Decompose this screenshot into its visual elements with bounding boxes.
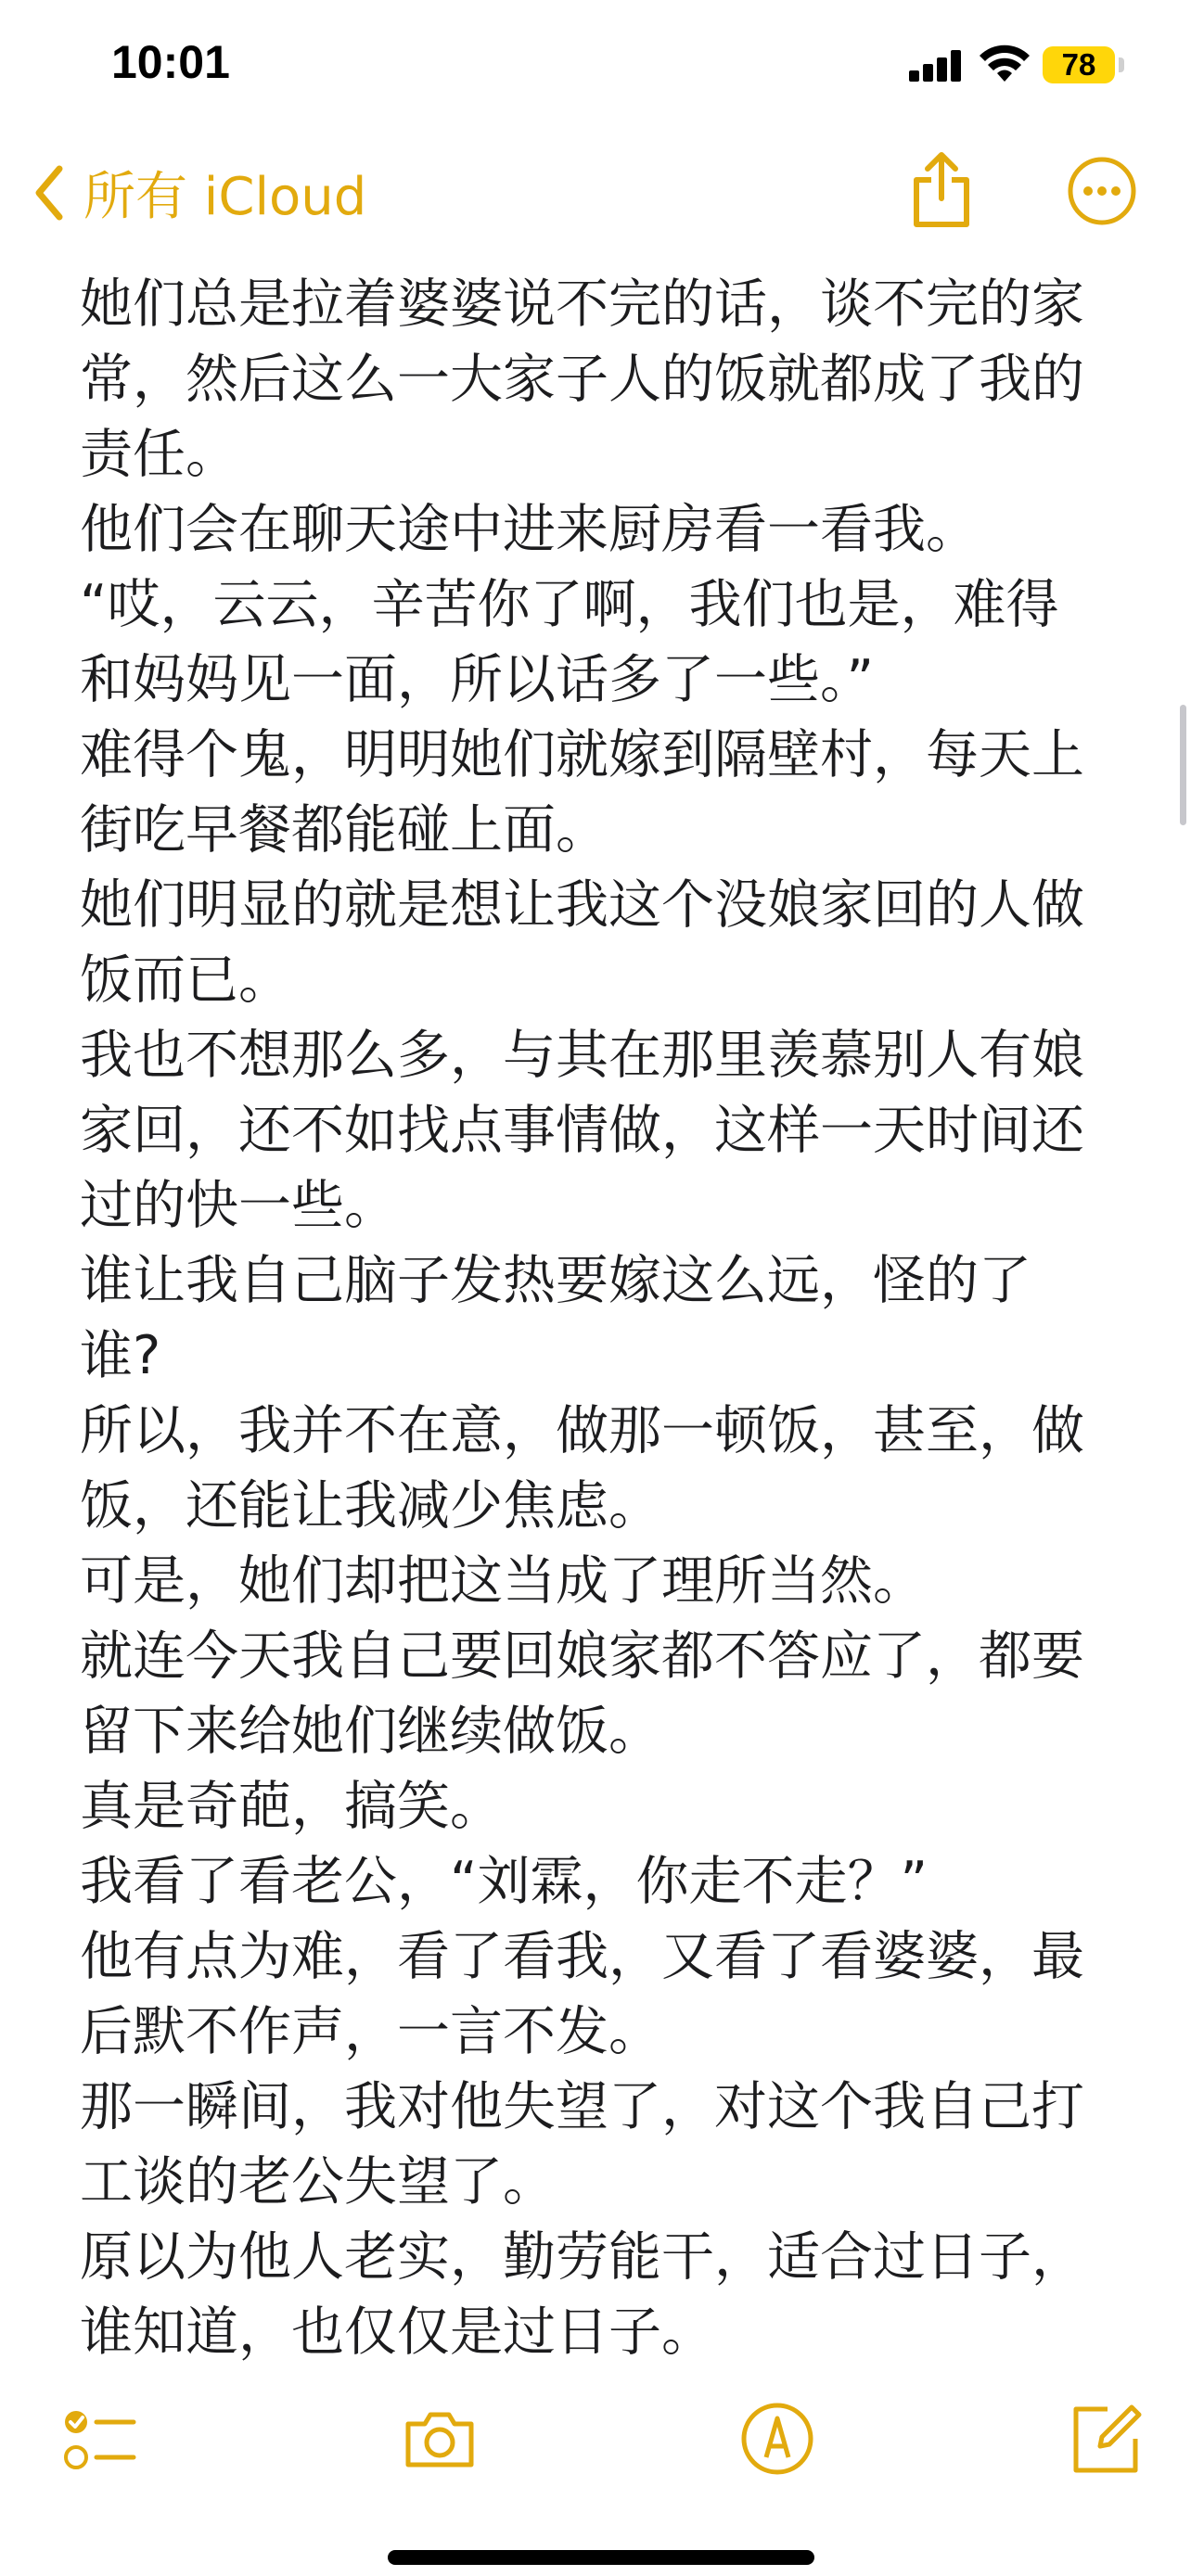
note-line: 责任。: [80, 424, 238, 485]
share-icon[interactable]: [909, 150, 974, 228]
note-line: 过的快一些。: [80, 1175, 397, 1236]
note-line: 常，然后这么一大家子人的饭就都成了我的: [80, 349, 1084, 410]
note-line: 谁让我自己脑子发热要嫁这么远，怪的了: [80, 1250, 1031, 1311]
nav-bar: [0, 139, 1191, 246]
note-line: 他们会在聊天途中进来厨房看一看我。: [80, 499, 979, 560]
note-line: “哎，云云，辛苦你了啊，我们也是，难得: [80, 574, 1059, 635]
note-line: 饭，还能让我减少焦虑。: [80, 1475, 661, 1537]
cellular-signal-icon: [909, 50, 961, 82]
status-time: 10:01: [111, 36, 230, 88]
note-line: 他有点为难，看了看我，又看了看婆婆，最: [80, 1926, 1084, 1987]
note-line: 可是，她们却把这当成了理所当然。: [80, 1550, 926, 1612]
note-line: 原以为他人老实，勤劳能干，适合过日子，: [80, 2226, 1084, 2288]
battery-indicator: 78: [1043, 46, 1115, 83]
status-bar: [0, 0, 1191, 139]
note-line: 她们总是拉着婆婆说不完的话，谈不完的家: [80, 274, 1084, 335]
note-line: 谁?: [80, 1325, 161, 1386]
note-line: 我看了看老公，“刘霖，你走不走？”: [80, 1851, 928, 1912]
note-line: 所以，我并不在意，做那一顿饭，甚至，做: [80, 1400, 1084, 1461]
note-line: 和妈妈见一面，所以话多了一些。”: [80, 649, 875, 710]
bottom-toolbar: [0, 2392, 1191, 2485]
note-line: 就连今天我自己要回娘家都不答应了，都要: [80, 1626, 1084, 1687]
back-button-label: 所有 iCloud: [83, 167, 367, 227]
battery-cap: [1119, 57, 1124, 72]
note-line: 家回，还不如找点事情做，这样一天时间还: [80, 1100, 1084, 1161]
note-line: 工谈的老公失望了。: [80, 2151, 556, 2213]
note-line: 那一瞬间，我对他失望了，对这个我自己打: [80, 2076, 1084, 2137]
note-line: 饭而已。: [80, 950, 291, 1011]
home-indicator[interactable]: [388, 2550, 814, 2565]
chevron-left-icon: [33, 165, 65, 221]
note-line: 留下来给她们继续做饭。: [80, 1701, 661, 1762]
note-line: 她们明显的就是想让我这个没娘家回的人做: [80, 874, 1084, 936]
markup-icon[interactable]: [738, 2400, 816, 2478]
checklist-icon[interactable]: [59, 2400, 137, 2478]
scroll-indicator[interactable]: [1180, 705, 1186, 825]
note-line: 后默不作声，一言不发。: [80, 2001, 661, 2062]
note-line: 难得个鬼，明明她们就嫁到隔壁村，每天上: [80, 724, 1084, 785]
note-line: 我也不想那么多，与其在那里羡慕别人有娘: [80, 1025, 1084, 1086]
note-line: 街吃早餐都能碰上面。: [80, 799, 608, 861]
note-line: 谁知道，也仅仅是过日子。: [80, 2302, 714, 2363]
back-button[interactable]: [33, 158, 366, 228]
camera-icon[interactable]: [401, 2400, 479, 2478]
compose-icon[interactable]: [1067, 2400, 1145, 2478]
more-options-icon[interactable]: [1067, 156, 1137, 226]
wifi-icon: [979, 45, 1031, 83]
note-line: 真是奇葩，搞笑。: [80, 1776, 503, 1837]
note-body[interactable]: [80, 267, 1128, 2370]
